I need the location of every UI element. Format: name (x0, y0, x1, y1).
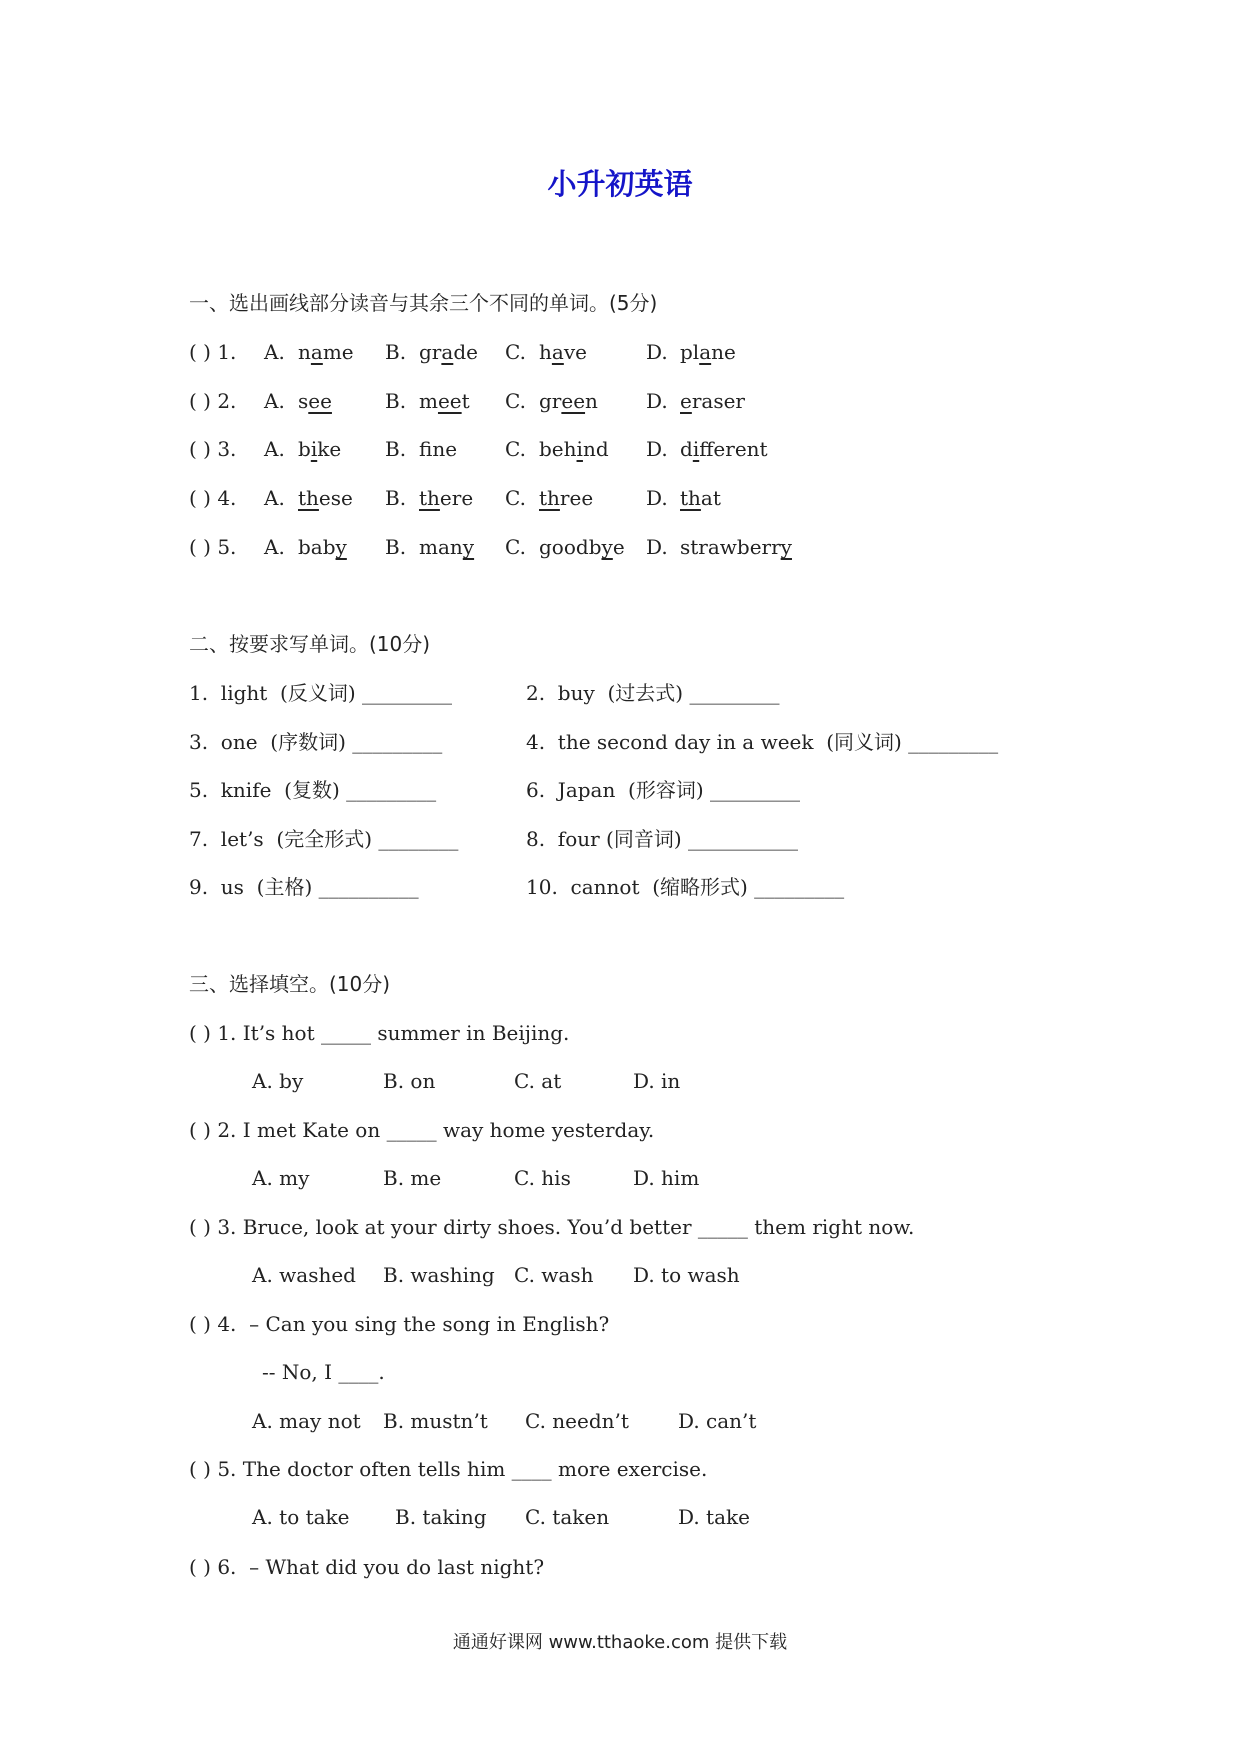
word-task: 1. light (反义词) _________ (189, 681, 452, 705)
word-task: 7. let’s (完全形式) ________ (189, 827, 459, 851)
underlined-letters: a (699, 340, 712, 364)
question-number: ( ) 1. (189, 340, 237, 364)
word-task: 5. knife (复数) _________ (189, 778, 437, 802)
answer-option: B. me (383, 1166, 442, 1190)
question-stem: ( ) 5. The doctor often tells him ____ more exercise. (189, 1457, 708, 1481)
word-task: 4. the second day in a week (同义词) _________ (526, 730, 999, 754)
reply-line: -- No, I ____. (262, 1360, 385, 1384)
option-word: behind (539, 437, 609, 461)
answer-option: C. needn’t (525, 1409, 629, 1433)
answer-option: A. by (252, 1069, 304, 1093)
answer-option: D. can’t (678, 1409, 757, 1433)
option-word: eraser (680, 389, 745, 413)
answer-option: B. washing (383, 1263, 495, 1287)
answer-option: C. taken (525, 1505, 610, 1529)
word-task: 10. cannot (缩略形式) _________ (526, 875, 845, 899)
option-word: these (298, 486, 353, 510)
footer-note: 通通好课网 www.tthaoke.com 提供下载 (452, 1632, 788, 1653)
option-letter: A. (264, 389, 285, 413)
option-word: goodbye (539, 535, 625, 559)
underlined-letters: i (576, 437, 583, 461)
underlined-letters: th (298, 486, 319, 510)
option-word: plane (680, 340, 736, 364)
question-number: ( ) 5. (189, 535, 237, 559)
page-title: 小升初英语 (547, 167, 693, 201)
section3-heading: 三、选择填空。(10分) (189, 972, 391, 996)
option-letter: C. (505, 340, 526, 364)
answer-option: B. taking (395, 1505, 487, 1529)
option-letter: C. (505, 389, 526, 413)
option-letter: D. (646, 486, 668, 510)
underlined-letters: a (441, 340, 454, 364)
option-letter: C. (505, 535, 526, 559)
question-stem: ( ) 6. – What did you do last night? (189, 1555, 545, 1579)
underlined-letters: y (462, 535, 475, 559)
underlined-letters: i (692, 437, 700, 461)
option-word: that (680, 486, 721, 510)
option-letter: B. (385, 486, 407, 510)
question-stem: ( ) 3. Bruce, look at your dirty shoes. You’d better _____ them right now. (189, 1215, 915, 1239)
answer-option: C. at (514, 1069, 562, 1093)
underlined-letters: th (680, 486, 701, 510)
option-word: green (539, 389, 598, 413)
option-word: strawberry (680, 535, 792, 559)
underlined-letters: th (539, 486, 560, 510)
option-letter: A. (264, 486, 285, 510)
answer-option: B. mustn’t (383, 1409, 488, 1433)
option-word: fne (419, 437, 458, 461)
underlined-letters: y (780, 535, 792, 559)
option-word: meet (419, 389, 470, 413)
word-task: 3. one (序数词) _________ (189, 730, 443, 754)
option-letter: A. (264, 535, 285, 559)
underlined-letters: ee (437, 389, 462, 413)
question-stem: ( ) 4. – Can you sing the song in English? (189, 1312, 610, 1336)
option-letter: D. (646, 389, 668, 413)
option-letter: A. (264, 340, 285, 364)
option-letter: B. (385, 535, 407, 559)
question-number: ( ) 2. (189, 389, 237, 413)
question-stem: ( ) 2. I met Kate on _____ way home yesterday. (189, 1118, 655, 1142)
option-letter: D. (646, 535, 668, 559)
question-number: ( ) 3. (189, 437, 237, 461)
option-word: see (298, 389, 332, 413)
question-number: ( ) 4. (189, 486, 237, 510)
word-task: 6. Japan (形容词) _________ (526, 778, 801, 802)
option-word: different (680, 437, 768, 461)
option-letter: A. (264, 437, 285, 461)
answer-option: A. washed (252, 1263, 356, 1287)
section1-heading: 一、选出画线部分读音与其余三个不同的单词。(5分) (189, 291, 658, 315)
option-word: three (539, 486, 594, 510)
underlined-letters: y (601, 535, 613, 559)
answer-option: B. on (383, 1069, 436, 1093)
underlined-letters: a (310, 340, 323, 364)
option-word: bike (298, 437, 342, 461)
option-word: there (419, 486, 474, 510)
answer-option: C. his (514, 1166, 571, 1190)
option-word: have (539, 340, 587, 364)
word-task: 2. buy (过去式) _________ (526, 681, 780, 705)
answer-option: D. him (633, 1166, 700, 1190)
underlined-letters: i (310, 437, 318, 461)
underlined-letters: th (419, 486, 440, 510)
answer-option: A. my (252, 1166, 310, 1190)
option-letter: D. (646, 437, 668, 461)
underlined-letters: a (551, 340, 564, 364)
underlined-letters: ee (561, 389, 586, 413)
option-letter: C. (505, 437, 526, 461)
option-letter: C. (505, 486, 526, 510)
option-letter: B. (385, 389, 407, 413)
option-word: many (419, 535, 475, 559)
answer-option: D. take (678, 1505, 750, 1529)
option-word: name (298, 340, 354, 364)
option-letter: B. (385, 340, 407, 364)
answer-option: A. may not (252, 1409, 361, 1433)
answer-option: D. in (633, 1069, 681, 1093)
option-word: grade (419, 340, 478, 364)
answer-option: A. to take (252, 1505, 350, 1529)
underlined-letters: e (680, 389, 692, 413)
option-letter: D. (646, 340, 668, 364)
option-word: baby (298, 535, 347, 559)
section2-heading: 二、按要求写单词。(10分) (189, 632, 431, 656)
word-task: 8. four (同音词) ___________ (526, 827, 799, 851)
question-stem: ( ) 1. It’s hot _____ summer in Beijing. (189, 1021, 570, 1045)
answer-option: C. wash (514, 1263, 594, 1287)
word-task: 9. us (主格) __________ (189, 875, 419, 899)
option-letter: B. (385, 437, 407, 461)
underlined-letters: y (335, 535, 347, 559)
answer-option: D. to wash (633, 1263, 740, 1287)
underlined-letters: ee (308, 389, 332, 413)
